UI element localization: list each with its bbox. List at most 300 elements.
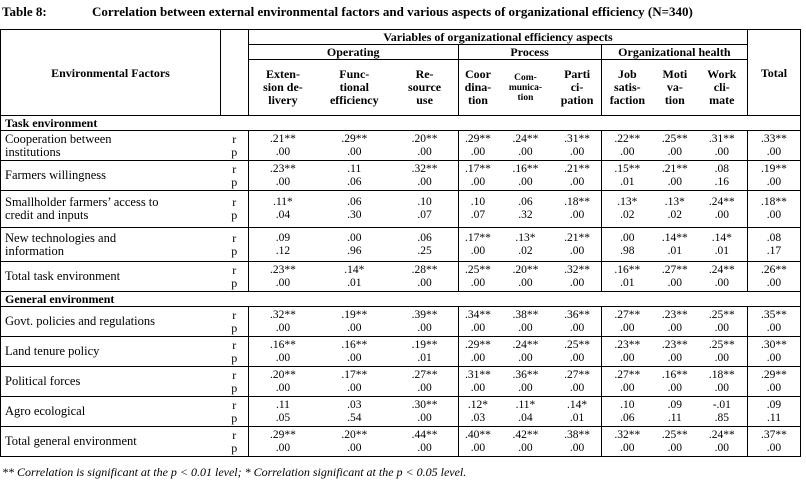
rp-label-text: r [232, 161, 237, 176]
column-header-line: tion [467, 93, 488, 107]
cell-communication [497, 337, 553, 367]
r-value: .38** [512, 308, 539, 321]
r-value: .23** [661, 308, 688, 321]
r-value: .20** [512, 263, 539, 276]
p-value: .07 [470, 209, 486, 221]
cell-motivation [653, 228, 697, 262]
cell-communication [497, 397, 553, 427]
p-value: .17 [766, 244, 782, 257]
r-value: .22** [614, 132, 641, 145]
cell-resource-use [392, 307, 458, 337]
column-header-job-satisfaction [601, 60, 653, 116]
cell-participation [553, 191, 601, 228]
rp-label-text: r [232, 230, 237, 245]
r-value: .20** [341, 428, 368, 441]
r-value: .30** [411, 398, 438, 411]
column-header-line: sion de- [263, 80, 303, 94]
p-value: .30 [347, 209, 362, 221]
column-header-line: munica- [508, 82, 543, 93]
p-value: .00 [417, 321, 432, 334]
row-label-line: New technologies and [5, 230, 117, 245]
cell-functional-efficiency [317, 228, 392, 262]
cell-motivation [653, 191, 697, 228]
p-value: .16 [714, 175, 729, 188]
p-value: .02 [518, 244, 533, 257]
column-header-motivation [653, 60, 697, 116]
p-value: .00 [347, 145, 362, 158]
p-value: .00 [518, 175, 533, 188]
p-value: .00 [667, 441, 683, 454]
cell-communication [497, 427, 553, 457]
r-value: .23** [614, 338, 641, 351]
p-value: .00 [667, 351, 683, 364]
p-value: .00 [417, 441, 432, 454]
cell-extension-delivery [248, 262, 316, 292]
cell-motivation [653, 307, 697, 337]
column-header-line: faction [609, 93, 646, 107]
cell-resource-use [392, 161, 458, 191]
p-value: .00 [518, 321, 533, 334]
column-header-line: tional [339, 80, 369, 94]
cell-job-satisfaction [601, 337, 653, 367]
p-value: .00 [569, 351, 585, 364]
r-value: .29** [270, 428, 296, 441]
cell-communication [497, 191, 553, 228]
cell-coordination [458, 191, 497, 228]
p-value: .85 [714, 411, 729, 424]
rp-label [220, 191, 248, 228]
cell-coordination [458, 307, 497, 337]
r-value: .33** [761, 132, 787, 145]
p-value: .11 [767, 411, 781, 424]
cell-total [747, 427, 800, 457]
column-header-communication [497, 60, 553, 116]
header-environmental-factors: Environmental Factors [1, 30, 221, 116]
r-value: .09 [667, 398, 683, 411]
row-label [1, 427, 221, 457]
table-row [1, 161, 801, 191]
p-value: .00 [470, 145, 486, 158]
p-value: .00 [714, 351, 729, 364]
cell-motivation [653, 161, 697, 191]
cell-extension-delivery [248, 228, 316, 262]
cell-functional-efficiency [317, 307, 392, 337]
row-label-line: Land tenure policy [5, 344, 100, 358]
r-value: .10 [470, 196, 486, 208]
cell-functional-efficiency [317, 367, 392, 397]
row-label [1, 228, 221, 262]
cell-job-satisfaction [601, 427, 653, 457]
cell-work-climate [697, 427, 748, 457]
cell-motivation [653, 427, 697, 457]
r-value: .21** [564, 162, 590, 175]
row-label-line: credit and inputs [5, 208, 89, 222]
p-value: .00 [766, 145, 782, 158]
p-value: .00 [275, 276, 291, 289]
table-row [1, 228, 801, 262]
p-value: .00 [347, 441, 362, 454]
row-label-line: Agro ecological [5, 404, 86, 418]
r-value: .34** [465, 308, 491, 321]
rp-label-text: p [231, 208, 238, 222]
row-label-line: Total general environment [5, 434, 137, 448]
cell-extension-delivery [248, 397, 316, 427]
row-label-line: Cooperation between [5, 131, 112, 146]
table-row [1, 397, 801, 427]
r-value: .23** [270, 263, 296, 276]
r-value: .25** [708, 338, 735, 351]
p-value: .12 [275, 244, 291, 257]
row-label [1, 397, 221, 427]
cell-job-satisfaction [601, 228, 653, 262]
column-header-functional-efficiency [317, 60, 392, 116]
p-value: .00 [417, 145, 432, 158]
column-header-line: efficiency [329, 93, 379, 107]
column-header-line: pation [560, 93, 594, 107]
p-value: .00 [417, 411, 432, 424]
header-rp-blank [220, 30, 248, 116]
p-value: .03 [470, 411, 486, 424]
p-value: .00 [518, 441, 533, 454]
footnote: ** Correlation is significant at the p < 0.01 level; * Correlation significant at the p < 0.05 level. [2, 465, 467, 479]
r-value: .16** [661, 368, 688, 381]
p-value: .00 [766, 351, 782, 364]
r-value: .23** [270, 162, 296, 175]
row-label-line: Political forces [5, 374, 81, 388]
rp-label-text: r [232, 131, 237, 146]
r-value: .32** [614, 428, 641, 441]
column-header-line: Coor [464, 67, 491, 81]
r-value: .24** [708, 428, 735, 441]
r-value: .26** [761, 263, 787, 276]
rp-label-text: p [231, 275, 238, 290]
column-header-work-climate [697, 60, 748, 116]
p-value: .00 [417, 381, 432, 394]
r-value: .00 [347, 231, 362, 244]
correlation-table [0, 29, 801, 457]
table-number: Table 8: [2, 4, 47, 19]
r-value: .14* [711, 231, 732, 244]
rp-label-text: p [231, 243, 238, 258]
column-header-line: Func- [339, 67, 370, 81]
p-value: .06 [347, 175, 362, 188]
r-value: .42** [512, 428, 539, 441]
r-value: .08 [766, 231, 782, 244]
section-heading: General environment [1, 292, 801, 307]
row-label-line: information [5, 243, 65, 258]
cell-participation [553, 427, 601, 457]
p-value: .04 [518, 411, 533, 424]
r-value: .10 [620, 398, 635, 411]
r-value: .31** [708, 132, 735, 145]
r-value: .14** [661, 231, 688, 244]
cell-job-satisfaction [601, 191, 653, 228]
cell-communication [497, 307, 553, 337]
row-label [1, 161, 221, 191]
cell-communication [497, 228, 553, 262]
cell-participation [553, 307, 601, 337]
r-value: .29** [465, 132, 491, 145]
r-value: .13* [515, 231, 536, 244]
cell-motivation [653, 262, 697, 292]
p-value: .00 [714, 441, 729, 454]
row-label [1, 337, 221, 367]
cell-motivation [653, 397, 697, 427]
p-value: .01 [347, 276, 362, 289]
p-value: .00 [470, 175, 486, 188]
group-operating: Operating [248, 45, 458, 60]
cell-extension-delivery [248, 191, 316, 228]
p-value: .00 [569, 381, 585, 394]
r-value: .24** [512, 338, 539, 351]
cell-motivation [653, 131, 697, 161]
header-total: Total [747, 30, 800, 116]
column-header-line: ci- [570, 80, 584, 94]
cell-functional-efficiency [317, 191, 392, 228]
p-value: .00 [714, 381, 729, 394]
column-header-line: Exten- [265, 67, 300, 81]
r-value: .17** [465, 162, 491, 175]
r-value: .24** [708, 196, 735, 208]
rp-label [220, 228, 248, 262]
column-header-line: Com- [514, 72, 537, 83]
p-value: .00 [347, 321, 362, 334]
column-header-line: source [408, 80, 442, 94]
p-value: .00 [667, 175, 683, 188]
r-value: .11* [515, 398, 536, 411]
cell-coordination [458, 262, 497, 292]
cell-motivation [653, 337, 697, 367]
r-value: .38** [564, 428, 590, 441]
cell-resource-use [392, 397, 458, 427]
r-value: .23** [661, 338, 688, 351]
rp-label-text: r [232, 262, 237, 277]
p-value: .00 [347, 381, 362, 394]
p-value: .00 [518, 351, 533, 364]
r-value: .20** [270, 368, 296, 381]
r-value: .16** [614, 263, 641, 276]
p-value: .00 [470, 321, 486, 334]
row-label [1, 191, 221, 228]
r-value: .00 [620, 231, 635, 244]
r-value: .31** [564, 132, 590, 145]
header-variables: Variables of organizational efficiency aspects [248, 30, 747, 45]
r-value: .27** [564, 368, 590, 381]
r-value: .36** [564, 308, 590, 321]
r-value: .16** [341, 338, 368, 351]
cell-total [747, 161, 800, 191]
cell-coordination [458, 397, 497, 427]
cell-job-satisfaction [601, 307, 653, 337]
p-value: .00 [275, 175, 291, 188]
cell-job-satisfaction [601, 397, 653, 427]
cell-extension-delivery [248, 337, 316, 367]
p-value: .00 [569, 209, 585, 221]
r-value: .21** [564, 231, 590, 244]
group-process: Process [458, 45, 601, 60]
p-value: .00 [347, 351, 362, 364]
cell-extension-delivery [248, 131, 316, 161]
cell-resource-use [392, 131, 458, 161]
p-value: .04 [275, 209, 291, 221]
rp-label-text: p [231, 380, 238, 395]
r-value: .03 [347, 398, 362, 411]
section-heading: Task environment [1, 116, 801, 131]
p-value: .00 [714, 145, 729, 158]
p-value: .00 [714, 209, 729, 221]
p-value: .00 [518, 381, 533, 394]
p-value: .00 [667, 276, 683, 289]
cell-functional-efficiency [317, 262, 392, 292]
p-value: .00 [714, 276, 729, 289]
p-value: .00 [620, 441, 635, 454]
r-value: .27** [614, 308, 641, 321]
table-row [1, 337, 801, 367]
cell-job-satisfaction [601, 131, 653, 161]
cell-job-satisfaction [601, 367, 653, 397]
p-value: .01 [620, 276, 635, 289]
r-value: .16** [512, 162, 539, 175]
p-value: .00 [470, 381, 486, 394]
p-value: .00 [620, 351, 635, 364]
p-value: .00 [470, 351, 486, 364]
r-value: .09 [766, 398, 782, 411]
p-value: .00 [569, 321, 585, 334]
cell-participation [553, 337, 601, 367]
r-value: .20** [411, 132, 438, 145]
p-value: .00 [275, 145, 291, 158]
column-header-line: tion [664, 93, 685, 107]
cell-work-climate [697, 262, 748, 292]
r-value: .44** [411, 428, 438, 441]
rp-label-text: p [231, 350, 238, 365]
p-value: .00 [569, 441, 585, 454]
cell-total [747, 262, 800, 292]
cell-coordination [458, 367, 497, 397]
table-row [1, 131, 801, 161]
cell-coordination [458, 337, 497, 367]
p-value: .00 [569, 244, 585, 257]
r-value: .19** [411, 338, 438, 351]
r-value: .27** [411, 368, 438, 381]
r-value: .18** [564, 196, 590, 208]
r-value: .06 [417, 231, 432, 244]
p-value: .00 [275, 321, 291, 334]
table-row [1, 367, 801, 397]
p-value: .00 [766, 175, 782, 188]
r-value: .32** [564, 263, 590, 276]
r-value: .27** [661, 263, 688, 276]
column-header-line: dina- [464, 80, 492, 94]
cell-extension-delivery [248, 307, 316, 337]
r-value: .18** [708, 368, 735, 381]
r-value: .28** [411, 263, 438, 276]
r-value: .29** [341, 132, 368, 145]
p-value: .00 [620, 381, 635, 394]
r-value: .09 [275, 231, 291, 244]
r-value: .29** [761, 368, 787, 381]
p-value: .01 [417, 351, 432, 364]
cell-total [747, 307, 800, 337]
rp-label [220, 367, 248, 397]
p-value: .00 [275, 351, 291, 364]
p-value: .01 [714, 244, 729, 257]
rp-label [220, 427, 248, 457]
p-value: .00 [470, 244, 486, 257]
column-header-coordination [458, 60, 497, 116]
rp-label-text: r [232, 397, 237, 412]
cell-participation [553, 262, 601, 292]
cell-participation [553, 131, 601, 161]
r-value: .30** [761, 338, 787, 351]
r-value: .24** [708, 263, 735, 276]
cell-work-climate [697, 397, 748, 427]
rp-label [220, 397, 248, 427]
cell-coordination [458, 161, 497, 191]
cell-resource-use [392, 228, 458, 262]
cell-resource-use [392, 191, 458, 228]
p-value: .32 [518, 209, 533, 221]
rp-label-text: p [231, 174, 238, 189]
cell-participation [553, 161, 601, 191]
cell-motivation [653, 367, 697, 397]
row-label-line: Farmers willingness [5, 168, 107, 182]
cell-extension-delivery [248, 367, 316, 397]
row-label-line: Total task environment [5, 269, 121, 283]
cell-total [747, 397, 800, 427]
r-value: .32** [270, 308, 296, 321]
r-value: .11 [347, 162, 362, 175]
cell-total [747, 337, 800, 367]
table-row [1, 307, 801, 337]
p-value: .00 [766, 321, 782, 334]
r-value: .17** [341, 368, 368, 381]
rp-label-text: p [231, 410, 238, 425]
p-value: .00 [620, 321, 635, 334]
row-label-line: Smallholder farmers’ access to [5, 195, 159, 209]
row-label [1, 262, 221, 292]
p-value: .96 [347, 244, 362, 257]
column-header-line: tion [517, 92, 534, 103]
p-value: .11 [667, 411, 682, 424]
rp-label [220, 161, 248, 191]
row-label [1, 367, 221, 397]
column-header-line: use [416, 93, 433, 107]
r-value: .37** [761, 428, 787, 441]
row-label-line: institutions [5, 144, 61, 159]
r-value: .18** [761, 196, 787, 208]
r-value: .36** [512, 368, 539, 381]
cell-communication [497, 262, 553, 292]
column-header-participation [553, 60, 601, 116]
cell-extension-delivery [248, 161, 316, 191]
p-value: .07 [417, 209, 432, 221]
r-value: .06 [347, 196, 362, 208]
p-value: .00 [667, 381, 683, 394]
cell-participation [553, 367, 601, 397]
rp-label-text: r [232, 367, 237, 382]
r-value: .11 [275, 398, 290, 411]
p-value: .00 [417, 175, 432, 188]
p-value: .25 [417, 244, 432, 257]
p-value: .06 [620, 411, 635, 424]
column-header-line: Parti [564, 67, 591, 81]
rp-label-text: r [232, 195, 237, 209]
cell-resource-use [392, 427, 458, 457]
cell-work-climate [697, 307, 748, 337]
p-value: .00 [714, 321, 729, 334]
rp-label-text: p [231, 144, 238, 159]
